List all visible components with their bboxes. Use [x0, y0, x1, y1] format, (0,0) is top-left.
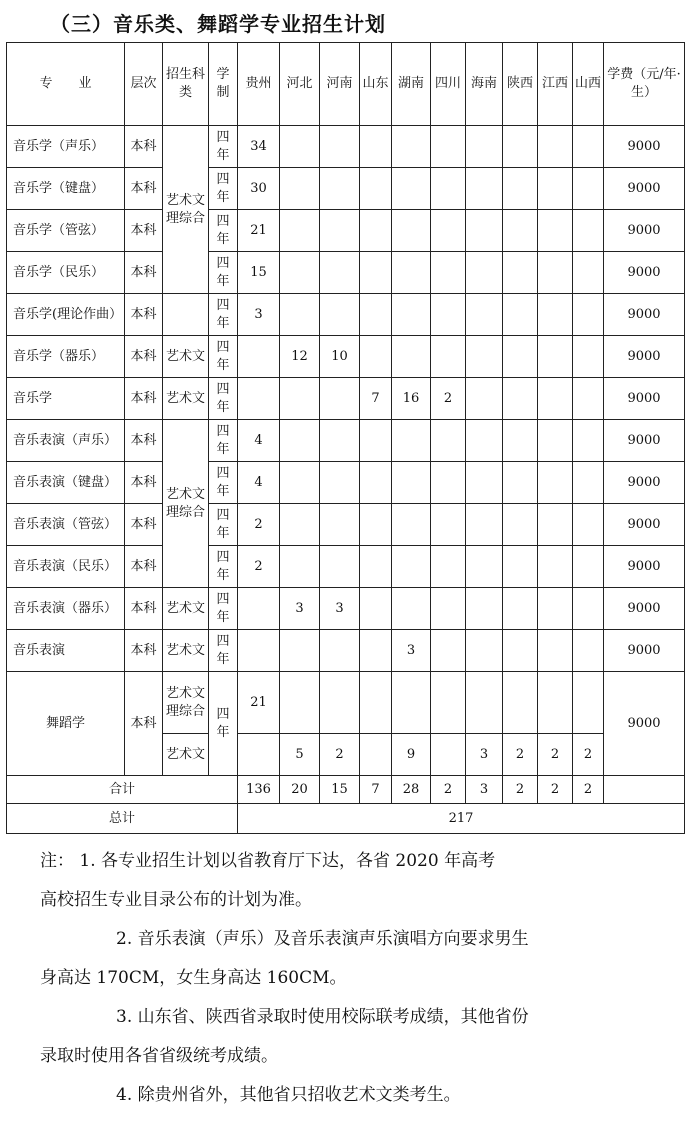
- quota-cell: [280, 462, 320, 504]
- quota-cell: 3: [392, 630, 431, 672]
- quota-cell: [538, 336, 573, 378]
- quota-cell: [360, 734, 392, 776]
- notes-section: [40, 842, 640, 1115]
- quota-cell: 9: [392, 734, 431, 776]
- quota-cell: [320, 210, 360, 252]
- quota-cell: [392, 336, 431, 378]
- quota-cell: [538, 546, 573, 588]
- major-cell: 音乐学（管弦）: [7, 210, 125, 252]
- major-cell: 音乐学（民乐）: [7, 252, 125, 294]
- table-row: [7, 378, 685, 420]
- quota-cell: [503, 504, 538, 546]
- quota-cell: 3: [466, 734, 503, 776]
- fee-cell: 9000: [604, 294, 685, 336]
- quota-cell: [503, 462, 538, 504]
- quota-cell: [431, 252, 466, 294]
- quota-cell: [360, 210, 392, 252]
- quota-cell: [573, 336, 604, 378]
- level-cell: 本科: [125, 126, 163, 168]
- quota-cell: [431, 126, 466, 168]
- category-cell: 艺术文: [163, 336, 209, 378]
- quota-cell: [238, 336, 280, 378]
- quota-cell: [573, 168, 604, 210]
- level-cell: 本科: [125, 504, 163, 546]
- quota-cell: [320, 504, 360, 546]
- note-3: 3. 山东省、陕西省录取时使用校际联考成绩，其他省份: [116, 1007, 529, 1027]
- quota-cell: [573, 126, 604, 168]
- quota-cell: 2: [320, 734, 360, 776]
- duration-cell: 四年: [209, 420, 238, 462]
- major-cell: 舞蹈学: [7, 672, 125, 776]
- subtotal-cell: 136: [238, 776, 280, 804]
- major-cell: 音乐表演（管弦）: [7, 504, 125, 546]
- note-2-cont: 身高达 170CM，女生身高达 160CM。: [40, 968, 347, 988]
- quota-cell: [238, 630, 280, 672]
- quota-cell: 3: [320, 588, 360, 630]
- quota-cell: [392, 210, 431, 252]
- quota-cell: [503, 126, 538, 168]
- table-row: [7, 546, 685, 588]
- quota-cell: [538, 252, 573, 294]
- quota-cell: [503, 420, 538, 462]
- header-category: 招生科类: [163, 43, 209, 126]
- fee-cell: 9000: [604, 126, 685, 168]
- quota-cell: [538, 630, 573, 672]
- quota-cell: [466, 546, 503, 588]
- quota-cell: 3: [280, 588, 320, 630]
- quota-cell: [573, 294, 604, 336]
- subtotal-cell: 7: [360, 776, 392, 804]
- duration-cell: 四年: [209, 294, 238, 336]
- quota-cell: [280, 504, 320, 546]
- quota-cell: [360, 420, 392, 462]
- duration-cell: 四年: [209, 630, 238, 672]
- quota-cell: [466, 378, 503, 420]
- duration-cell: 四年: [209, 126, 238, 168]
- quota-cell: [503, 252, 538, 294]
- quota-cell: [360, 672, 392, 734]
- quota-cell: [503, 210, 538, 252]
- quota-cell: [573, 252, 604, 294]
- quota-cell: [431, 546, 466, 588]
- note-2: 2. 音乐表演（声乐）及音乐表演声乐演唱方向要求男生: [116, 929, 529, 949]
- quota-cell: 4: [238, 462, 280, 504]
- total-label: 总计: [7, 804, 238, 834]
- level-cell: 本科: [125, 630, 163, 672]
- quota-cell: [466, 210, 503, 252]
- quota-cell: [320, 420, 360, 462]
- header-province: 陕西: [503, 43, 538, 126]
- quota-cell: 4: [238, 420, 280, 462]
- header-province: 四川: [431, 43, 466, 126]
- quota-cell: [431, 630, 466, 672]
- table-row: [7, 588, 685, 630]
- quota-cell: [538, 420, 573, 462]
- duration-cell: 四年: [209, 168, 238, 210]
- subtotal-cell: 28: [392, 776, 431, 804]
- quota-cell: [466, 420, 503, 462]
- table-row: [7, 126, 685, 168]
- header-province: 湖南: [392, 43, 431, 126]
- quota-cell: [360, 336, 392, 378]
- major-cell: 音乐学(理论作曲）: [7, 294, 125, 336]
- quota-cell: [503, 168, 538, 210]
- quota-cell: 2: [431, 378, 466, 420]
- quota-cell: [431, 672, 466, 734]
- level-cell: 本科: [125, 672, 163, 776]
- quota-cell: [280, 630, 320, 672]
- quota-cell: [280, 126, 320, 168]
- fee-cell: 9000: [604, 546, 685, 588]
- fee-cell: 9000: [604, 672, 685, 776]
- level-cell: 本科: [125, 462, 163, 504]
- quota-cell: [431, 336, 466, 378]
- table-row: [7, 336, 685, 378]
- quota-cell: [280, 378, 320, 420]
- quota-cell: 5: [280, 734, 320, 776]
- subtotal-cell: 2: [573, 776, 604, 804]
- quota-cell: [466, 126, 503, 168]
- duration-cell: 四年: [209, 210, 238, 252]
- page-title: （三）音乐类、舞蹈学专业招生计划: [50, 12, 386, 36]
- header-province: 贵州: [238, 43, 280, 126]
- category-cell: 艺术文: [163, 734, 209, 776]
- level-cell: 本科: [125, 588, 163, 630]
- quota-cell: 21: [238, 210, 280, 252]
- quota-cell: [538, 378, 573, 420]
- quota-cell: 2: [503, 734, 538, 776]
- quota-cell: [466, 588, 503, 630]
- quota-cell: [538, 462, 573, 504]
- quota-cell: [360, 588, 392, 630]
- quota-cell: [431, 168, 466, 210]
- fee-cell: 9000: [604, 630, 685, 672]
- fee-cell: 9000: [604, 336, 685, 378]
- quota-cell: 3: [238, 294, 280, 336]
- quota-cell: 7: [360, 378, 392, 420]
- quota-cell: [320, 672, 360, 734]
- total-value: 217: [238, 804, 685, 834]
- quota-cell: [503, 378, 538, 420]
- quota-cell: [392, 294, 431, 336]
- header-level: 层次: [125, 43, 163, 126]
- table-row: [7, 168, 685, 210]
- quota-cell: [280, 294, 320, 336]
- header-major: 专 业: [7, 43, 125, 126]
- quota-cell: [503, 630, 538, 672]
- quota-cell: [280, 210, 320, 252]
- fee-cell: 9000: [604, 462, 685, 504]
- quota-cell: [280, 672, 320, 734]
- header-fee: 学费（元/年·生）: [604, 43, 685, 126]
- quota-cell: [320, 630, 360, 672]
- quota-cell: [392, 252, 431, 294]
- quota-cell: [360, 504, 392, 546]
- table-row: [7, 252, 685, 294]
- quota-cell: 10: [320, 336, 360, 378]
- quota-cell: 30: [238, 168, 280, 210]
- quota-cell: [503, 672, 538, 734]
- quota-cell: [280, 168, 320, 210]
- table-header-row: [7, 43, 685, 126]
- level-cell: 本科: [125, 210, 163, 252]
- quota-cell: [392, 672, 431, 734]
- quota-cell: [466, 672, 503, 734]
- quota-cell: [538, 210, 573, 252]
- major-cell: 音乐学（器乐）: [7, 336, 125, 378]
- header-province: 山东: [360, 43, 392, 126]
- major-cell: 音乐表演（器乐）: [7, 588, 125, 630]
- quota-cell: [573, 504, 604, 546]
- header-duration: 学制: [209, 43, 238, 126]
- quota-cell: [320, 294, 360, 336]
- quota-cell: [280, 420, 320, 462]
- quota-cell: [573, 378, 604, 420]
- quota-cell: [573, 546, 604, 588]
- quota-cell: [320, 126, 360, 168]
- quota-cell: [573, 210, 604, 252]
- quota-cell: [360, 546, 392, 588]
- quota-cell: [503, 336, 538, 378]
- duration-cell: 四年: [209, 336, 238, 378]
- quota-cell: [466, 630, 503, 672]
- major-cell: 音乐学（声乐）: [7, 126, 125, 168]
- duration-cell: 四年: [209, 672, 238, 776]
- quota-cell: [431, 294, 466, 336]
- duration-cell: 四年: [209, 588, 238, 630]
- quota-cell: [392, 588, 431, 630]
- quota-cell: [466, 504, 503, 546]
- quota-cell: 2: [238, 546, 280, 588]
- quota-cell: [360, 462, 392, 504]
- table-row: [7, 630, 685, 672]
- header-province: 江西: [538, 43, 573, 126]
- header-province: 河南: [320, 43, 360, 126]
- category-cell: [163, 294, 209, 336]
- quota-cell: 12: [280, 336, 320, 378]
- category-cell: 艺术文理综合: [163, 126, 209, 294]
- header-province: 山西: [573, 43, 604, 126]
- quota-cell: [360, 168, 392, 210]
- note-4: 4. 除贵州省外，其他省只招收艺术文类考生。: [116, 1085, 461, 1105]
- quota-cell: [573, 588, 604, 630]
- category-cell: 艺术文理综合: [163, 420, 209, 588]
- subtotal-label: 合计: [7, 776, 238, 804]
- quota-cell: [573, 672, 604, 734]
- table-row: [7, 210, 685, 252]
- header-province: 河北: [280, 43, 320, 126]
- enrollment-plan-table: [6, 42, 685, 834]
- quota-cell: [392, 504, 431, 546]
- quota-cell: [320, 462, 360, 504]
- level-cell: 本科: [125, 336, 163, 378]
- quota-cell: [466, 336, 503, 378]
- category-cell: 艺术文: [163, 630, 209, 672]
- quota-cell: [360, 294, 392, 336]
- major-cell: 音乐表演: [7, 630, 125, 672]
- quota-cell: [360, 630, 392, 672]
- quota-cell: [238, 378, 280, 420]
- quota-cell: [320, 546, 360, 588]
- fee-cell: 9000: [604, 252, 685, 294]
- quota-cell: [392, 126, 431, 168]
- quota-cell: 21: [238, 672, 280, 734]
- duration-cell: 四年: [209, 546, 238, 588]
- table-row: [7, 294, 685, 336]
- quota-cell: 2: [573, 734, 604, 776]
- quota-cell: [360, 126, 392, 168]
- category-cell: 艺术文: [163, 378, 209, 420]
- subtotal-cell: 2: [503, 776, 538, 804]
- quota-cell: [538, 126, 573, 168]
- quota-cell: [503, 546, 538, 588]
- subtotal-cell: 2: [431, 776, 466, 804]
- quota-cell: [392, 546, 431, 588]
- table-row: [7, 462, 685, 504]
- quota-cell: [320, 168, 360, 210]
- quota-cell: [573, 630, 604, 672]
- quota-cell: [431, 420, 466, 462]
- quota-cell: [280, 252, 320, 294]
- level-cell: 本科: [125, 546, 163, 588]
- level-cell: 本科: [125, 378, 163, 420]
- quota-cell: [431, 504, 466, 546]
- quota-cell: [538, 588, 573, 630]
- level-cell: 本科: [125, 420, 163, 462]
- subtotal-row: [7, 776, 685, 804]
- subtotal-cell: 20: [280, 776, 320, 804]
- header-province: 海南: [466, 43, 503, 126]
- major-cell: 音乐学（键盘）: [7, 168, 125, 210]
- major-cell: 音乐表演（键盘）: [7, 462, 125, 504]
- quota-cell: [538, 672, 573, 734]
- quota-cell: [392, 168, 431, 210]
- fee-cell: 9000: [604, 378, 685, 420]
- quota-cell: [431, 462, 466, 504]
- table-row: [7, 504, 685, 546]
- quota-cell: [466, 462, 503, 504]
- quota-cell: 15: [238, 252, 280, 294]
- category-cell: 艺术文: [163, 588, 209, 630]
- note-1: 注： 1. 各专业招生计划以省教育厅下达，各省 2020 年高考: [40, 851, 496, 871]
- level-cell: 本科: [125, 168, 163, 210]
- fee-cell: 9000: [604, 168, 685, 210]
- duration-cell: 四年: [209, 378, 238, 420]
- quota-cell: [538, 294, 573, 336]
- quota-cell: [538, 168, 573, 210]
- fee-cell: 9000: [604, 588, 685, 630]
- major-cell: 音乐表演（民乐）: [7, 546, 125, 588]
- quota-cell: [573, 462, 604, 504]
- quota-cell: [466, 168, 503, 210]
- quota-cell: [431, 588, 466, 630]
- fee-cell: 9000: [604, 210, 685, 252]
- major-cell: 音乐表演（声乐）: [7, 420, 125, 462]
- category-cell: 艺术文理综合: [163, 672, 209, 734]
- quota-cell: [503, 588, 538, 630]
- duration-cell: 四年: [209, 504, 238, 546]
- note-1-cont: 高校招生专业目录公布的计划为准。: [40, 890, 312, 910]
- quota-cell: 2: [238, 504, 280, 546]
- quota-cell: [280, 546, 320, 588]
- quota-cell: [238, 588, 280, 630]
- quota-cell: [466, 294, 503, 336]
- duration-cell: 四年: [209, 252, 238, 294]
- total-row: [7, 804, 685, 834]
- subtotal-cell: 3: [466, 776, 503, 804]
- quota-cell: [538, 504, 573, 546]
- table-row: [7, 672, 685, 734]
- quota-cell: 16: [392, 378, 431, 420]
- quota-cell: [360, 252, 392, 294]
- subtotal-cell: 2: [538, 776, 573, 804]
- quota-cell: [238, 734, 280, 776]
- quota-cell: [431, 210, 466, 252]
- quota-cell: [503, 294, 538, 336]
- note-3-cont: 录取时使用各省省级统考成绩。: [40, 1046, 278, 1066]
- quota-cell: [573, 420, 604, 462]
- quota-cell: [320, 378, 360, 420]
- level-cell: 本科: [125, 294, 163, 336]
- quota-cell: [392, 462, 431, 504]
- subtotal-cell: 15: [320, 776, 360, 804]
- fee-cell: 9000: [604, 420, 685, 462]
- quota-cell: 34: [238, 126, 280, 168]
- table-row: [7, 420, 685, 462]
- fee-cell: 9000: [604, 504, 685, 546]
- quota-cell: [392, 420, 431, 462]
- major-cell: 音乐学: [7, 378, 125, 420]
- quota-cell: 2: [538, 734, 573, 776]
- duration-cell: 四年: [209, 462, 238, 504]
- quota-cell: [466, 252, 503, 294]
- level-cell: 本科: [125, 252, 163, 294]
- quota-cell: [320, 252, 360, 294]
- quota-cell: [431, 734, 466, 776]
- subtotal-cell: [604, 776, 685, 804]
